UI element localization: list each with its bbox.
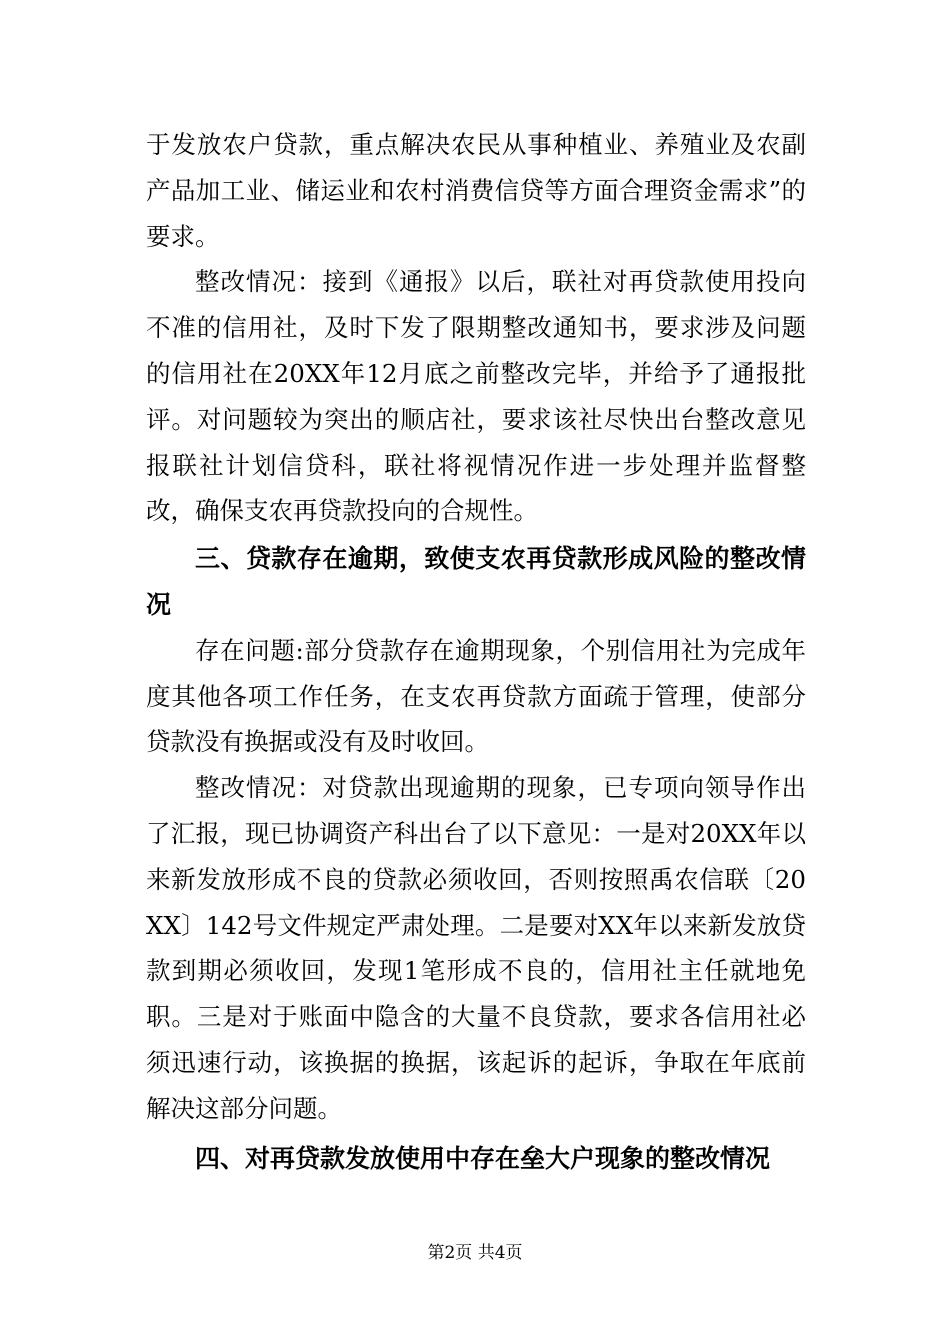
section-heading-4: 四、对再贷款发放使用中存在垒大户现象的整改情况: [195, 1143, 771, 1173]
page-number-label: 第2页 共4页: [427, 1243, 523, 1263]
section-heading-3: 三、贷款存在逾期，致使支农再贷款形成风险的整改情况: [146, 544, 806, 619]
paragraph-rectification-status: 整改情况：接到《通报》以后，联社对再贷款使用投向不准的信用社，及时下发了限期整改通知书，要求涉及问题的信用社在20XX年12月底之前整改完毕，并给予了通报批评。对问题较为突出的顺店社，要求该社尽快出台整改意见报联社计划信贷科，联社将视情况作进一步处理并监督整改，确保支农再贷款投向的合规性。: [146, 267, 806, 526]
paragraph-rectification-overdue: 整改情况：对贷款出现逾期的现象，已专项向领导作出了汇报，现已协调资产科出台了以下意见：一是对20XX年以来新发放形成不良的贷款必须收回，否则按照禹农信联〔20XX〕142号文件规定严肃处理。二是要对XX年以来新发放贷款到期必须收回，发现1笔形成不良的，信用社主任就地免职。三是对于账面中隐含的大量不良贷款，要求各信用社必须迅速行动，该换据的换据，该起诉的起诉，争取在年底前解决这部分问题。: [146, 773, 806, 1123]
page-footer: [0, 1241, 950, 1265]
document-body: [146, 122, 806, 1181]
paragraph-continuation: 于发放农户贷款，重点解决农民从事种植业、养殖业及农副产品加工业、储运业和农村消费信贷等方面合理资金需求”的要求。: [146, 130, 806, 251]
paragraph-existing-problem: 存在问题:部分贷款存在逾期现象，个别信用社为完成年度其他各项工作任务，在支农再贷款方面疏于管理，使部分贷款没有换据或没有及时收回。: [146, 635, 806, 757]
